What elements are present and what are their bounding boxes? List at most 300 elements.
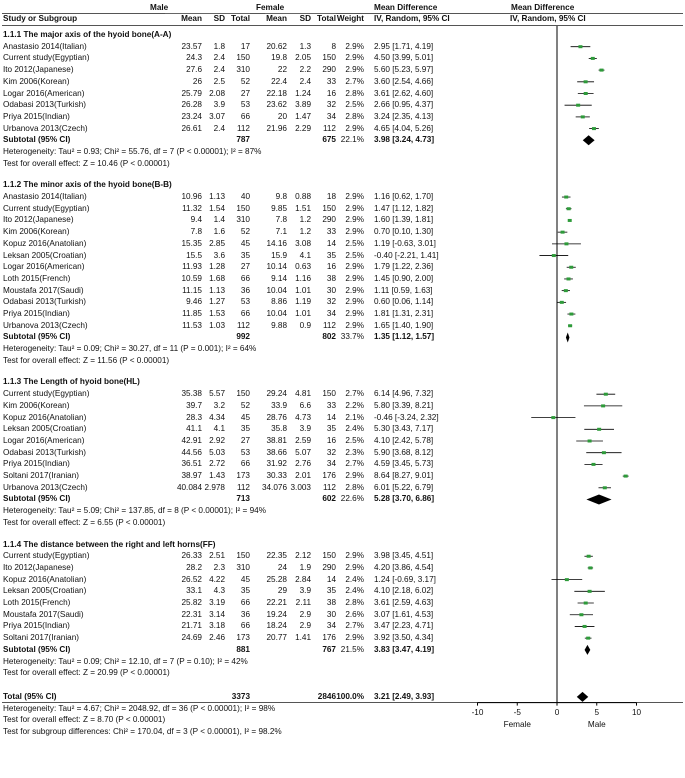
weight-value: 2.9% <box>345 562 364 572</box>
male-total: 66 <box>240 598 250 608</box>
ci-value: 0.70 [0.10, 1.30] <box>374 227 434 237</box>
male-total: 150 <box>236 389 250 399</box>
female-sd: 3.89 <box>295 100 311 110</box>
weight-value: 2.7% <box>345 621 364 631</box>
weight-value: 2.9% <box>345 297 364 307</box>
male-total: 173 <box>236 471 250 481</box>
point-estimate <box>624 475 628 478</box>
weight-value: 2.7% <box>345 389 364 399</box>
md-header: Mean Difference <box>374 3 438 12</box>
female-mean: 15.9 <box>271 250 287 260</box>
male-total: 35 <box>240 424 250 434</box>
male-mean: 24.3 <box>186 53 202 63</box>
male-total: 52 <box>240 400 250 410</box>
left-direction-label: Female <box>503 719 531 729</box>
point-estimate <box>586 637 590 640</box>
female-total: 35 <box>326 586 336 596</box>
male-sd: 3.14 <box>209 609 225 619</box>
ci-value: 3.61 [2.62, 4.60] <box>374 88 434 98</box>
male-mean: 7.8 <box>190 227 202 237</box>
female-sd: 2.01 <box>295 471 311 481</box>
point-estimate <box>601 404 605 407</box>
male-sd: 1.54 <box>209 203 225 213</box>
ci-value: 1.79 [1.22, 2.36] <box>374 262 434 272</box>
study-name: Kopuz 2016(Anatolian) <box>3 412 87 422</box>
total-male: 3373 <box>231 691 250 701</box>
male-sd: 1.8 <box>213 41 225 51</box>
male-mean: 11.53 <box>182 320 202 330</box>
female-mean: 24 <box>277 562 287 572</box>
point-estimate <box>560 301 564 304</box>
female-total: 34 <box>326 459 336 469</box>
male-total: 53 <box>240 297 250 307</box>
weight-value: 2.9% <box>345 471 364 481</box>
female-sd: 2.76 <box>295 459 311 469</box>
weight-value: 2.5% <box>345 100 364 110</box>
female-sd: 2.9 <box>299 621 311 631</box>
point-estimate <box>603 486 607 489</box>
male-total: 150 <box>236 551 250 561</box>
male-mean: 33.1 <box>186 586 202 596</box>
subtotal-label: Subtotal (95% CI) <box>3 135 71 145</box>
female-sd: 1.41 <box>295 633 311 643</box>
female-total: 33 <box>326 227 336 237</box>
female-total: 34 <box>326 111 336 121</box>
study-name: Current study(Egyptian) <box>3 551 90 561</box>
male-sd: 2.4 <box>213 53 225 63</box>
study-name: Moustafa 2017(Saudi) <box>3 285 84 295</box>
study-name: Kim 2006(Korean) <box>3 400 70 410</box>
subtotal-male-total: 787 <box>236 135 250 145</box>
study-name: Odabasi 2013(Turkish) <box>3 100 86 110</box>
female-total: 150 <box>322 53 336 63</box>
overall-effect-text: Test for overall effect: Z = 11.56 (P < 0.00001) <box>3 355 170 365</box>
male-total: 150 <box>236 53 250 63</box>
ci-value: 4.20 [3.86, 4.54] <box>374 562 434 572</box>
point-estimate <box>567 277 571 280</box>
female-mean: 18.24 <box>266 621 287 631</box>
study-name: Logar 2016(American) <box>3 435 85 445</box>
female-sd: 1.9 <box>299 562 311 572</box>
female-total: 290 <box>322 562 336 572</box>
female-mean: 14.16 <box>266 238 287 248</box>
female-header: Female <box>256 3 285 12</box>
ci-value: -0.40 [-2.21, 1.41] <box>374 250 439 260</box>
point-estimate <box>564 242 568 245</box>
subtotal-diamond <box>583 135 595 145</box>
weight-value: 2.6% <box>345 609 364 619</box>
male-sd: 1.68 <box>209 273 225 283</box>
total-header-female: Total <box>317 14 336 23</box>
female-total: 18 <box>326 192 336 202</box>
study-name: Anastasio 2014(Italian) <box>3 41 87 51</box>
study-name: Current study(Egyptian) <box>3 389 90 399</box>
ci-value: 3.60 [2.54, 4.66] <box>374 76 434 86</box>
female-mean: 9.8 <box>275 192 287 202</box>
study-header: Study or Subgroup <box>3 14 78 23</box>
male-sd: 1.03 <box>209 320 225 330</box>
female-mean: 10.04 <box>266 309 287 319</box>
subtotal-weight: 21.5% <box>340 644 364 654</box>
male-total: 52 <box>240 76 250 86</box>
female-sd: 2.11 <box>295 598 311 608</box>
female-total: 35 <box>326 250 336 260</box>
female-sd: 1.19 <box>295 297 311 307</box>
ci-value: 3.92 [3.50, 4.34] <box>374 633 434 643</box>
male-mean: 35.38 <box>181 389 202 399</box>
study-name: Priya 2015(Indian) <box>3 459 70 469</box>
female-sd: 2.05 <box>295 53 311 63</box>
point-estimate <box>591 57 595 60</box>
weight-value: 2.9% <box>345 320 364 330</box>
subtotal-weight: 22.1% <box>340 135 364 145</box>
study-name: Soltani 2017(Iranian) <box>3 471 80 481</box>
study-name: Current study(Egyptian) <box>3 53 90 63</box>
male-total: 45 <box>240 574 250 584</box>
female-mean: 9.88 <box>271 320 287 330</box>
male-sd: 2.85 <box>209 238 225 248</box>
male-total: 53 <box>240 447 250 457</box>
female-total: 176 <box>322 471 336 481</box>
ci-value: 1.81 [1.31, 2.31] <box>374 309 434 319</box>
female-sd: 1.24 <box>295 88 311 98</box>
female-total: 16 <box>326 88 336 98</box>
male-sd: 4.22 <box>209 574 225 584</box>
heterogeneity-text: Heterogeneity: Tau² = 5.09; Chi² = 137.85, df = 8 (P < 0.00001); I² = 94% <box>3 506 267 516</box>
male-total: 66 <box>240 111 250 121</box>
total-female: 2846 <box>317 691 336 701</box>
total-ci: 3.21 [2.49, 3.93] <box>374 691 435 701</box>
male-sd: 4.3 <box>213 586 225 596</box>
point-estimate <box>561 231 565 234</box>
male-mean: 26.28 <box>181 100 202 110</box>
male-sd: 2.4 <box>213 65 225 75</box>
female-total: 30 <box>326 285 336 295</box>
subtotal-female-total: 602 <box>322 494 336 504</box>
subtotal-ci: 5.28 [3.70, 6.86] <box>374 494 435 504</box>
male-total: 112 <box>236 482 250 492</box>
subgroup-title: 1.1.1 The major axis of the hyoid bone(A-A) <box>3 30 172 39</box>
male-mean: 42.91 <box>181 435 202 445</box>
ci-value: 4.50 [3.99, 5.01] <box>374 53 434 63</box>
female-mean: 28.76 <box>266 412 287 422</box>
male-mean: 11.93 <box>182 262 202 272</box>
female-mean: 9.14 <box>271 273 287 283</box>
study-name: Logar 2016(American) <box>3 88 85 98</box>
male-total: 173 <box>236 633 250 643</box>
male-mean: 26.52 <box>181 574 202 584</box>
female-mean: 7.1 <box>275 227 287 237</box>
male-total: 66 <box>240 273 250 283</box>
mean-header-male: Mean <box>181 14 202 23</box>
female-mean: 22.18 <box>266 88 287 98</box>
ci-value: 1.16 [0.62, 1.70] <box>374 192 434 202</box>
subtotal-label: Subtotal (95% CI) <box>3 332 71 342</box>
x-tick-label: -5 <box>513 707 521 717</box>
male-mean: 25.79 <box>181 88 202 98</box>
ci-value: 5.90 [3.68, 8.12] <box>374 447 434 457</box>
study-name: Priya 2015(Indian) <box>3 621 70 631</box>
ci-value: 3.07 [1.61, 4.53] <box>374 609 434 619</box>
point-estimate <box>568 219 572 222</box>
female-total: 150 <box>322 389 336 399</box>
right-direction-label: Male <box>587 719 606 729</box>
male-sd: 3.19 <box>209 598 225 608</box>
male-total: 17 <box>240 41 250 51</box>
md-plot-header: Mean Difference <box>511 3 575 12</box>
female-total: 14 <box>326 412 336 422</box>
male-total: 27 <box>240 262 250 272</box>
female-mean: 7.8 <box>275 215 287 225</box>
overall-effect-text: Test for overall effect: Z = 20.99 (P < 0.00001) <box>3 668 170 678</box>
female-mean: 29 <box>277 586 287 596</box>
male-mean: 23.24 <box>181 111 202 121</box>
x-tick-label: 0 <box>554 707 560 717</box>
male-total: 40 <box>240 192 250 202</box>
female-total: 38 <box>326 273 336 283</box>
male-sd: 1.13 <box>209 285 225 295</box>
male-mean: 25.82 <box>181 598 202 608</box>
female-total: 30 <box>326 609 336 619</box>
weight-value: 2.9% <box>345 203 364 213</box>
female-mean: 20.77 <box>266 633 287 643</box>
subtotal-female-total: 802 <box>322 332 336 342</box>
point-estimate <box>591 463 595 466</box>
male-sd: 1.53 <box>209 309 225 319</box>
subtotal-male-total: 881 <box>236 644 250 654</box>
ci-value: 4.10 [2.18, 6.02] <box>374 586 434 596</box>
heterogeneity-text: Heterogeneity: Tau² = 0.09; Chi² = 12.10, df = 7 (P = 0.10); I² = 42% <box>3 656 248 666</box>
female-total: 34 <box>326 621 336 631</box>
study-name: Leksan 2005(Croatian) <box>3 424 87 434</box>
ci-value: 4.59 [3.45, 5.73] <box>374 459 434 469</box>
total-label: Total (95% CI) <box>3 691 57 701</box>
female-total: 14 <box>326 238 336 248</box>
male-total: 150 <box>236 203 250 213</box>
weight-value: 2.9% <box>345 123 364 133</box>
female-mean: 22 <box>277 65 287 75</box>
female-total: 32 <box>326 297 336 307</box>
male-sd: 2.978 <box>204 482 225 492</box>
female-total: 290 <box>322 215 336 225</box>
female-sd: 3.08 <box>295 238 311 248</box>
female-sd: 2.12 <box>295 551 311 561</box>
female-total: 112 <box>322 123 336 133</box>
subgroup-title: 1.1.2 The minor axis of the hyoid bone(B-B) <box>3 180 172 190</box>
point-estimate <box>584 80 588 83</box>
ci-value: 1.65 [1.40, 1.90] <box>374 320 434 330</box>
male-mean: 11.32 <box>182 203 202 213</box>
point-estimate <box>567 207 571 210</box>
female-sd: 2.84 <box>295 574 311 584</box>
male-total: 66 <box>240 459 250 469</box>
female-total: 38 <box>326 598 336 608</box>
ci-value: 1.60 [1.39, 1.81] <box>374 215 434 225</box>
heterogeneity-text: Heterogeneity: Tau² = 0.09; Chi² = 30.27, df = 11 (P = 0.001); I² = 64% <box>3 344 257 354</box>
female-mean: 31.92 <box>266 459 287 469</box>
male-mean: 9.4 <box>190 215 202 225</box>
male-mean: 23.57 <box>181 41 202 51</box>
female-sd: 1.51 <box>295 203 311 213</box>
point-estimate <box>581 115 585 118</box>
male-total: 310 <box>236 65 250 75</box>
male-mean: 36.51 <box>181 459 202 469</box>
female-total: 33 <box>326 76 336 86</box>
study-name: Urbanova 2013(Czech) <box>3 320 88 330</box>
ci-value: 5.80 [3.39, 8.21] <box>374 400 434 410</box>
ci-plot-header: IV, Random, 95% CI <box>510 14 586 23</box>
weight-value: 2.8% <box>345 111 364 121</box>
subtotal-ci: 1.35 [1.12, 1.57] <box>374 332 435 342</box>
male-total: 27 <box>240 435 250 445</box>
total-header-male: Total <box>231 14 250 23</box>
female-sd: 2.29 <box>295 123 311 133</box>
male-sd: 3.9 <box>213 100 225 110</box>
study-name: Moustafa 2017(Saudi) <box>3 609 84 619</box>
x-tick-label: 5 <box>594 707 600 717</box>
female-mean: 10.14 <box>266 262 287 272</box>
male-sd: 2.92 <box>209 435 225 445</box>
male-mean: 24.69 <box>181 633 202 643</box>
subgroup-title: 1.1.3 The Length of hyoid bone(HL) <box>3 377 140 387</box>
point-estimate <box>569 313 573 316</box>
female-sd: 1.2 <box>299 227 311 237</box>
subtotal-diamond <box>586 494 611 504</box>
ci-value: 2.95 [1.71, 4.19] <box>374 41 434 51</box>
female-total: 35 <box>326 424 336 434</box>
point-estimate <box>576 104 580 107</box>
point-estimate <box>588 590 592 593</box>
male-sd: 2.5 <box>213 76 225 86</box>
male-sd: 5.03 <box>209 447 225 457</box>
male-total: 36 <box>240 285 250 295</box>
point-estimate <box>579 613 583 616</box>
overall-effect-text: Test for overall effect: Z = 6.55 (P < 0.00001) <box>3 517 166 527</box>
subtotal-label: Subtotal (95% CI) <box>3 494 71 504</box>
weight-value: 2.9% <box>345 262 364 272</box>
female-sd: 2.2 <box>299 65 311 75</box>
male-total: 36 <box>240 609 250 619</box>
study-name: Leksan 2005(Croatian) <box>3 250 87 260</box>
male-sd: 1.28 <box>209 262 225 272</box>
subtotal-male-total: 713 <box>236 494 250 504</box>
weight-value: 2.5% <box>345 435 364 445</box>
female-sd: 4.1 <box>299 250 311 260</box>
subtotal-weight: 22.6% <box>340 494 364 504</box>
point-estimate <box>584 602 588 605</box>
male-header: Male <box>150 3 169 12</box>
female-total: 16 <box>326 262 336 272</box>
male-sd: 2.3 <box>213 562 225 572</box>
subtotal-diamond <box>585 645 591 655</box>
female-total: 290 <box>322 65 336 75</box>
female-mean: 22.4 <box>271 76 287 86</box>
female-sd: 1.01 <box>295 309 311 319</box>
female-mean: 8.86 <box>271 297 287 307</box>
female-sd: 6.6 <box>299 400 311 410</box>
study-name: Odabasi 2013(Turkish) <box>3 297 86 307</box>
male-mean: 38.97 <box>181 471 202 481</box>
male-mean: 28.3 <box>186 412 202 422</box>
male-total: 310 <box>236 215 250 225</box>
ci-value: 6.14 [4.96, 7.32] <box>374 389 434 399</box>
subtotal-label: Subtotal (95% CI) <box>3 644 71 654</box>
male-sd: 2.08 <box>209 88 225 98</box>
female-mean: 33.9 <box>271 400 287 410</box>
male-sd: 2.72 <box>209 459 225 469</box>
weight-value: 2.3% <box>345 447 364 457</box>
male-mean: 10.96 <box>181 192 202 202</box>
study-name: Kim 2006(Korean) <box>3 227 70 237</box>
study-name: Logar 2016(American) <box>3 262 85 272</box>
ci-value: 3.98 [3.45, 4.51] <box>374 551 434 561</box>
weight-value: 2.5% <box>345 250 364 260</box>
weight-value: 2.9% <box>345 41 364 51</box>
point-estimate <box>588 566 592 569</box>
point-estimate <box>568 324 572 327</box>
study-name: Loth 2015(French) <box>3 598 71 608</box>
male-sd: 1.4 <box>213 215 225 225</box>
female-total: 8 <box>331 41 336 51</box>
male-total: 112 <box>236 320 250 330</box>
female-mean: 20.62 <box>266 41 287 51</box>
study-name: Anastasio 2014(Italian) <box>3 192 87 202</box>
female-mean: 34.076 <box>261 482 287 492</box>
female-mean: 23.62 <box>266 100 287 110</box>
weight-value: 2.8% <box>345 598 364 608</box>
ci-value: 3.47 [2.23, 4.71] <box>374 621 434 631</box>
ci-value: 5.60 [5.23, 5.97] <box>374 65 434 75</box>
female-sd: 2.4 <box>299 76 311 86</box>
weight-value: 2.5% <box>345 238 364 248</box>
female-sd: 1.01 <box>295 285 311 295</box>
weight-value: 2.9% <box>345 273 364 283</box>
point-estimate <box>600 69 604 72</box>
subtotal-male-total: 992 <box>236 332 250 342</box>
subgroup-title: 1.1.4 The distance between the right and left horns(FF) <box>3 539 216 549</box>
male-mean: 40.084 <box>176 482 202 492</box>
total-heterogeneity: Heterogeneity: Tau² = 4.67; Chi² = 2048.92, df = 36 (P < 0.00001); I² = 98% <box>3 703 276 713</box>
weight-value: 2.4% <box>345 586 364 596</box>
female-mean: 38.81 <box>266 435 287 445</box>
female-sd: 5.07 <box>295 447 311 457</box>
point-estimate <box>565 578 569 581</box>
male-mean: 26 <box>192 76 202 86</box>
female-sd: 1.16 <box>295 273 311 283</box>
study-name: Kim 2006(Korean) <box>3 76 70 86</box>
female-sd: 3.003 <box>290 482 311 492</box>
mean-header-female: Mean <box>266 14 287 23</box>
study-name: Ito 2012(Japanese) <box>3 562 74 572</box>
male-mean: 10.59 <box>181 273 202 283</box>
female-mean: 35.8 <box>271 424 287 434</box>
male-mean: 21.71 <box>181 621 202 631</box>
male-mean: 9.46 <box>186 297 202 307</box>
overall-effect-text: Test for overall effect: Z = 10.46 (P < 0.00001) <box>3 158 170 168</box>
male-mean: 15.5 <box>186 250 202 260</box>
female-mean: 20 <box>277 111 287 121</box>
subtotal-weight: 33.7% <box>340 332 364 342</box>
point-estimate <box>551 416 555 419</box>
point-estimate <box>564 196 568 199</box>
female-mean: 19.8 <box>271 53 287 63</box>
male-sd: 2.51 <box>209 551 225 561</box>
total-overall-effect: Test for overall effect: Z = 8.70 (P < 0.00001) <box>3 715 166 725</box>
weight-value: 2.8% <box>345 482 364 492</box>
female-sd: 3.9 <box>299 424 311 434</box>
study-name: Ito 2012(Japanese) <box>3 65 74 75</box>
subtotal-female-total: 675 <box>322 135 336 145</box>
